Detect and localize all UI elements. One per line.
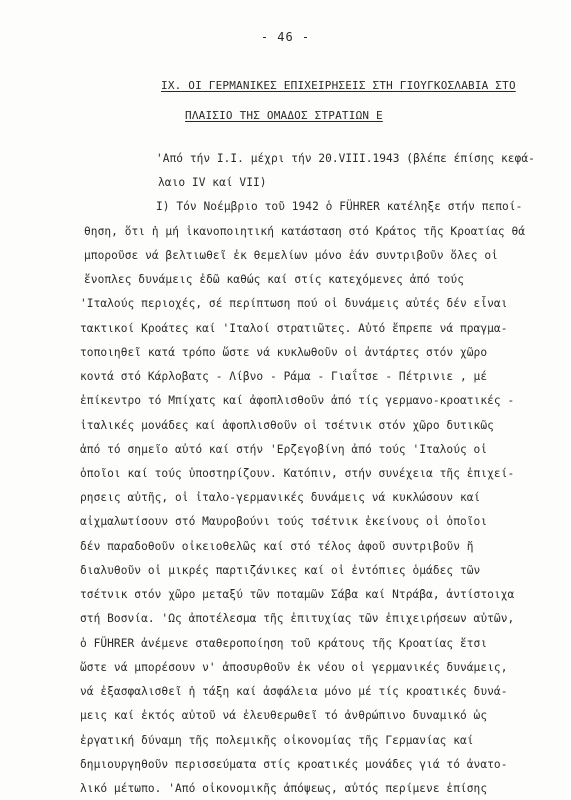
body-line: ὥστε νά μπορέσουν ν' ἀποσυρθοῦν ἐκ νέου οἱ γερμανικές δυνάμεις, [80,660,508,674]
body-line: ἐπίκεντρο τό Μπίχατς καί ἀφοπλισθοῦν ἀπό τίς γερμανο-κροατικές - [80,394,515,408]
body-line: 'Από τήν Ι.Ι. μέχρι τήν 20.VIII.1943 (βλέπε έπίσης κεφά- [156,152,535,165]
body-line: τσέτνικ στόν χῶρο μεταξύ τῶν ποταμῶν Σάβα καί Ντράβα, ἀντίστοιχα [80,588,515,602]
body-line: ρησεις αὐτῆς, οἱ ἰταλο-γερμανικές δυνάμεις νά κυκλώσουν καί [80,491,481,505]
body-line: νά ἐξασφαλισθεῖ ἡ τάξη καί ἀσφάλεια μόνο μέ τίς κροατικές δυνά- [80,685,508,699]
body-line: τακτικοί Κροάτες καί 'Ιταλοί στρατιῶτες. Αὐτό ἔπρεπε νά πραγμα- [80,321,508,335]
body-line: ἔνοπλες δυνάμεις ἐδῶ καθώς καί στίς κατεχόμενες ἀπό τούς [84,273,464,287]
body-line: αἰχμαλωτίσουν στό Μαυροβούνι τούς τσέτνικ ἐκείνους οἱ ὁποῖοι [80,515,488,529]
body-line: ἀπό τό σημεῖο αὐτό καί στήν 'Ερζεγοβίνη ἀπό τούς 'Ιταλούς οἱ [80,442,488,456]
body-line: ὁ FÜHRER ἀνέμενε σταθεροποίηση τοῦ κράτους τῆς Κροατίας ἔτσι [80,636,488,650]
body-line: μποροῦσε νά βελτιωθεῖ ἐκ θεμελίων μόνο ἐάν συντριβοῦν ὅλες οἱ [84,248,498,262]
body-line: δέν παραδοθοῦν οἰκειοθελῶς καί στό τέλος ἀφοῦ συντριβοῦν ἤ [80,539,474,553]
section-heading-line-2: ΠΛΑΙΣΙΟ ΤΗΣ ΟΜΑΔΟΣ ΣΤΡΑΤΙΩΝ Ε [185,109,383,122]
body-line: λικό μέτωπο. 'Από οἰκονομικῆς ἀπόψεως, αὐτός περίμενε ἐπίσης [80,782,488,795]
body-line: δημιουργηθοῦν περισσεύματα στίς κροατικές μονάδες γιά τό ἀνατο- [80,757,508,771]
body-line: ἐργατική δύναμη τῆς πολεμικῆς οἰκονομίας τῆς Γερμανίας καί [80,733,474,747]
body-line: κοντά στό Κάρλοβατς - Λίβνο - Ράμα - Γιαΐτσε - Πέτρινιε , μέ [80,370,488,384]
body-line: ὁποῖοι καί τούς ὑποστηρίζουν. Κατόπιν, στήν συνέχεια τῆς ἐπιχεί- [80,467,515,480]
body-line: λαιο IV καί VII) [158,176,267,190]
body-line: 'Ιταλούς περιοχές, σέ περίπτωση πού οἱ δυνάμεις αὐτές δέν εἶναι [80,297,508,311]
body-line: ἰταλικές μονάδες καί ἀφοπλισθοῦν οἱ τσέτνικ στόν χῶρο δυτικῶς [80,418,494,432]
body-line: Ι) Τόν Νοέμβριο τοῦ 1942 ὁ FÜHRER κατέληξε στήν πεποί- [156,200,523,214]
body-line: τοποιηθεῖ κατά τρόπο ὥστε νά κυκλωθοῦν οἱ ἀντάρτες στόν χῶρο [80,345,488,359]
section-heading-line-1: IX. ΟΙ ΓΕΡΜΑΝΙΚΕΣ ΕΠΙΧΕΙΡΗΣΕΙΣ ΣΤΗ ΓΙΟΥΓΚΟΣΛΑΒΙΑ ΣΤΟ [161,79,516,92]
body-line: μεις καί ἐκτός αὐτοῦ νά ἐλευθερωθεῖ τό ἀνθρώπινο δυναμικό ὡς [80,709,488,723]
page-number: - 46 - [260,30,311,44]
body-line: στή Βοσνία. 'Ως ἀποτέλεσμα τῆς ἐπιτυχίας τῶν ἐπιχειρήσεων αὐτῶν, [80,612,515,626]
body-line: θηση, ὅτι ἡ μή ἱκανοποιητική κατάσταση στό Κράτος τῆς Κροατίας θά [84,224,526,238]
body-line: διαλυθοῦν οἱ μικρές παρτιζάνικες καί οἱ ἐντόπιες ὁμάδες τῶν [80,563,481,577]
